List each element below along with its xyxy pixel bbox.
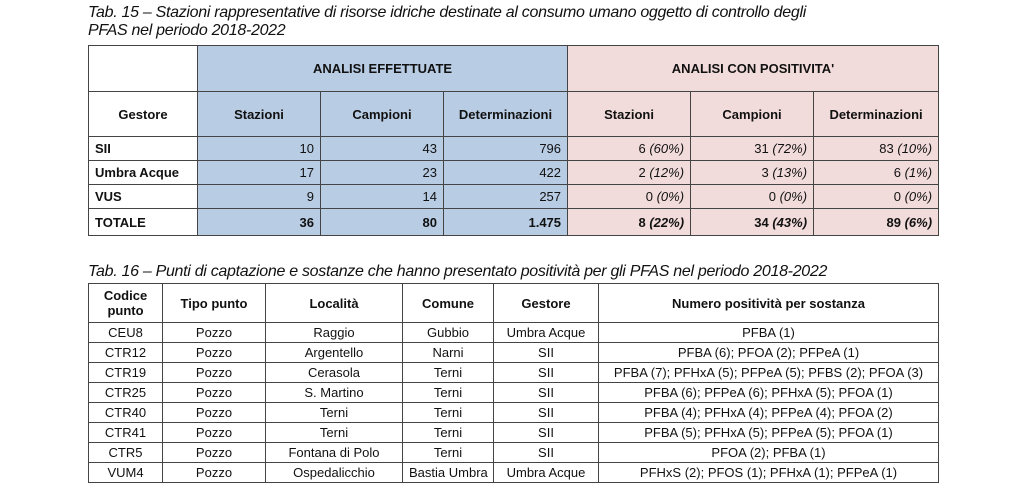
group-analisi-positivita: ANALISI CON POSITIVITA' [568, 46, 939, 92]
gestore-cell: Umbra Acque [89, 161, 198, 185]
percent: (6%) [904, 214, 933, 230]
count: 0 [893, 189, 901, 204]
comune-cell: Bastia Umbra [403, 463, 494, 483]
count: 8 [638, 214, 646, 230]
count: 83 [879, 141, 894, 156]
table-row [89, 323, 939, 343]
pos-campioni-cell [691, 137, 814, 161]
tipo-cell: Pozzo [163, 343, 266, 363]
determinazioni-cell: 1.475 [444, 209, 568, 236]
count: 3 [761, 165, 769, 180]
determinazioni-cell: 796 [444, 137, 568, 161]
pos-stazioni-cell [568, 185, 691, 209]
pos-determinazioni-cell [814, 161, 939, 185]
count: 89 [886, 214, 901, 230]
stazioni-cell: 17 [198, 161, 321, 185]
percent: (72%) [772, 141, 808, 156]
determinazioni-cell: 257 [444, 185, 568, 209]
table-row [89, 463, 939, 483]
campioni-cell: 80 [321, 209, 444, 236]
col-header: Comune [403, 284, 494, 323]
count: 0 [645, 189, 653, 204]
codice-cell: CTR40 [89, 403, 163, 423]
stazioni-cell: 36 [198, 209, 321, 236]
count: 0 [768, 189, 776, 204]
table-row [89, 137, 939, 161]
positivita-cell: PFBA (6); PFPeA (6); PFHxA (5); PFOA (1) [599, 383, 939, 403]
percent: (43%) [772, 214, 808, 230]
percent: (60%) [649, 141, 685, 156]
table-row [89, 185, 939, 209]
col-header: Campioni [691, 92, 814, 137]
gestore-cell: VUS [89, 185, 198, 209]
tab16-table [88, 283, 939, 483]
tab15-caption-line1: Tab. 15 – Stazioni rappresentative di risorse idriche destinate al consumo umano oggetto di controllo degli [88, 4, 806, 21]
pos-determinazioni-cell [814, 209, 939, 236]
pos-stazioni-cell [568, 209, 691, 236]
comune-cell: Terni [403, 423, 494, 443]
table-row [89, 443, 939, 463]
codice-cell: CTR5 [89, 443, 163, 463]
table-row [89, 343, 939, 363]
gestore-cell: TOTALE [89, 209, 198, 236]
comune-cell: Terni [403, 363, 494, 383]
gestore-cell: Umbra Acque [494, 323, 599, 343]
col-header: Numero positività per sostanza [599, 284, 939, 323]
pos-determinazioni-cell [814, 137, 939, 161]
codice-cell: CTR19 [89, 363, 163, 383]
col-header: Stazioni [568, 92, 691, 137]
pos-campioni-cell [691, 161, 814, 185]
comune-cell: Terni [403, 403, 494, 423]
positivita-cell: PFBA (7); PFHxA (5); PFPeA (5); PFBS (2); PFOA (3) [599, 363, 939, 383]
pos-campioni-cell [691, 209, 814, 236]
tab15-corner [89, 46, 198, 92]
campioni-cell: 43 [321, 137, 444, 161]
table-row [89, 423, 939, 443]
pos-campioni-cell [691, 185, 814, 209]
col-header: Località [266, 284, 403, 323]
count: 6 [638, 141, 646, 156]
percent: (22%) [649, 214, 685, 230]
pos-stazioni-cell [568, 161, 691, 185]
localita-cell: Ospedalicchio [266, 463, 403, 483]
table-row [89, 383, 939, 403]
localita-cell: Raggio [266, 323, 403, 343]
table-row [89, 209, 939, 236]
percent: (0%) [779, 189, 808, 204]
col-header: Gestore [89, 92, 198, 137]
campioni-cell: 23 [321, 161, 444, 185]
col-header: Campioni [321, 92, 444, 137]
codice-cell: CTR12 [89, 343, 163, 363]
stazioni-cell: 9 [198, 185, 321, 209]
count: 34 [754, 214, 769, 230]
positivita-cell: PFHxS (2); PFOS (1); PFHxA (1); PFPeA (1) [599, 463, 939, 483]
col-header: Gestore [494, 284, 599, 323]
determinazioni-cell: 422 [444, 161, 568, 185]
gestore-cell: SII [89, 137, 198, 161]
pos-determinazioni-cell [814, 185, 939, 209]
positivita-cell: PFBA (1) [599, 323, 939, 343]
tab16-caption: Tab. 16 – Punti di captazione e sostanze che hanno presentato positività per gli PFAS nel periodo 2018-2022 [88, 263, 828, 280]
codice-cell: VUM4 [89, 463, 163, 483]
gestore-cell: SII [494, 363, 599, 383]
tab15-table [88, 45, 939, 236]
localita-cell: Fontana di Polo [266, 443, 403, 463]
tipo-cell: Pozzo [163, 363, 266, 383]
tipo-cell: Pozzo [163, 443, 266, 463]
codice-cell: CTR25 [89, 383, 163, 403]
group-analisi-effettuate: ANALISI EFFETTUATE [198, 46, 568, 92]
tipo-cell: Pozzo [163, 323, 266, 343]
positivita-cell: PFBA (4); PFHxA (4); PFPeA (4); PFOA (2) [599, 403, 939, 423]
comune-cell: Terni [403, 443, 494, 463]
percent: (0%) [656, 189, 685, 204]
tipo-cell: Pozzo [163, 383, 266, 403]
percent: (0%) [904, 189, 933, 204]
percent: (13%) [772, 165, 808, 180]
table-row [89, 161, 939, 185]
tipo-cell: Pozzo [163, 403, 266, 423]
table-row [89, 403, 939, 423]
count: 2 [638, 165, 646, 180]
gestore-cell: SII [494, 423, 599, 443]
col-header: Determinazioni [444, 92, 568, 137]
col-header: Codice punto [89, 284, 163, 323]
pos-stazioni-cell [568, 137, 691, 161]
col-header: Tipo punto [163, 284, 266, 323]
codice-cell: CTR41 [89, 423, 163, 443]
tipo-cell: Pozzo [163, 423, 266, 443]
comune-cell: Terni [403, 383, 494, 403]
comune-cell: Narni [403, 343, 494, 363]
positivita-cell: PFBA (6); PFOA (2); PFPeA (1) [599, 343, 939, 363]
gestore-cell: SII [494, 443, 599, 463]
col-header: Determinazioni [814, 92, 939, 137]
positivita-cell: PFOA (2); PFBA (1) [599, 443, 939, 463]
comune-cell: Gubbio [403, 323, 494, 343]
table-row [89, 363, 939, 383]
percent: (10%) [897, 141, 933, 156]
positivita-cell: PFBA (5); PFHxA (5); PFPeA (5); PFOA (1) [599, 423, 939, 443]
col-header: Stazioni [198, 92, 321, 137]
count: 6 [893, 165, 901, 180]
tab15-caption-line2: PFAS nel periodo 2018-2022 [88, 22, 286, 39]
localita-cell: Cerasola [266, 363, 403, 383]
gestore-cell: SII [494, 403, 599, 423]
count: 31 [754, 141, 769, 156]
tab15-caption [88, 4, 806, 40]
localita-cell: Argentello [266, 343, 403, 363]
gestore-cell: SII [494, 383, 599, 403]
stazioni-cell: 10 [198, 137, 321, 161]
localita-cell: S. Martino [266, 383, 403, 403]
campioni-cell: 14 [321, 185, 444, 209]
codice-cell: CEU8 [89, 323, 163, 343]
gestore-cell: SII [494, 343, 599, 363]
localita-cell: Terni [266, 403, 403, 423]
localita-cell: Terni [266, 423, 403, 443]
percent: (12%) [649, 165, 685, 180]
tipo-cell: Pozzo [163, 463, 266, 483]
percent: (1%) [904, 165, 933, 180]
gestore-cell: Umbra Acque [494, 463, 599, 483]
